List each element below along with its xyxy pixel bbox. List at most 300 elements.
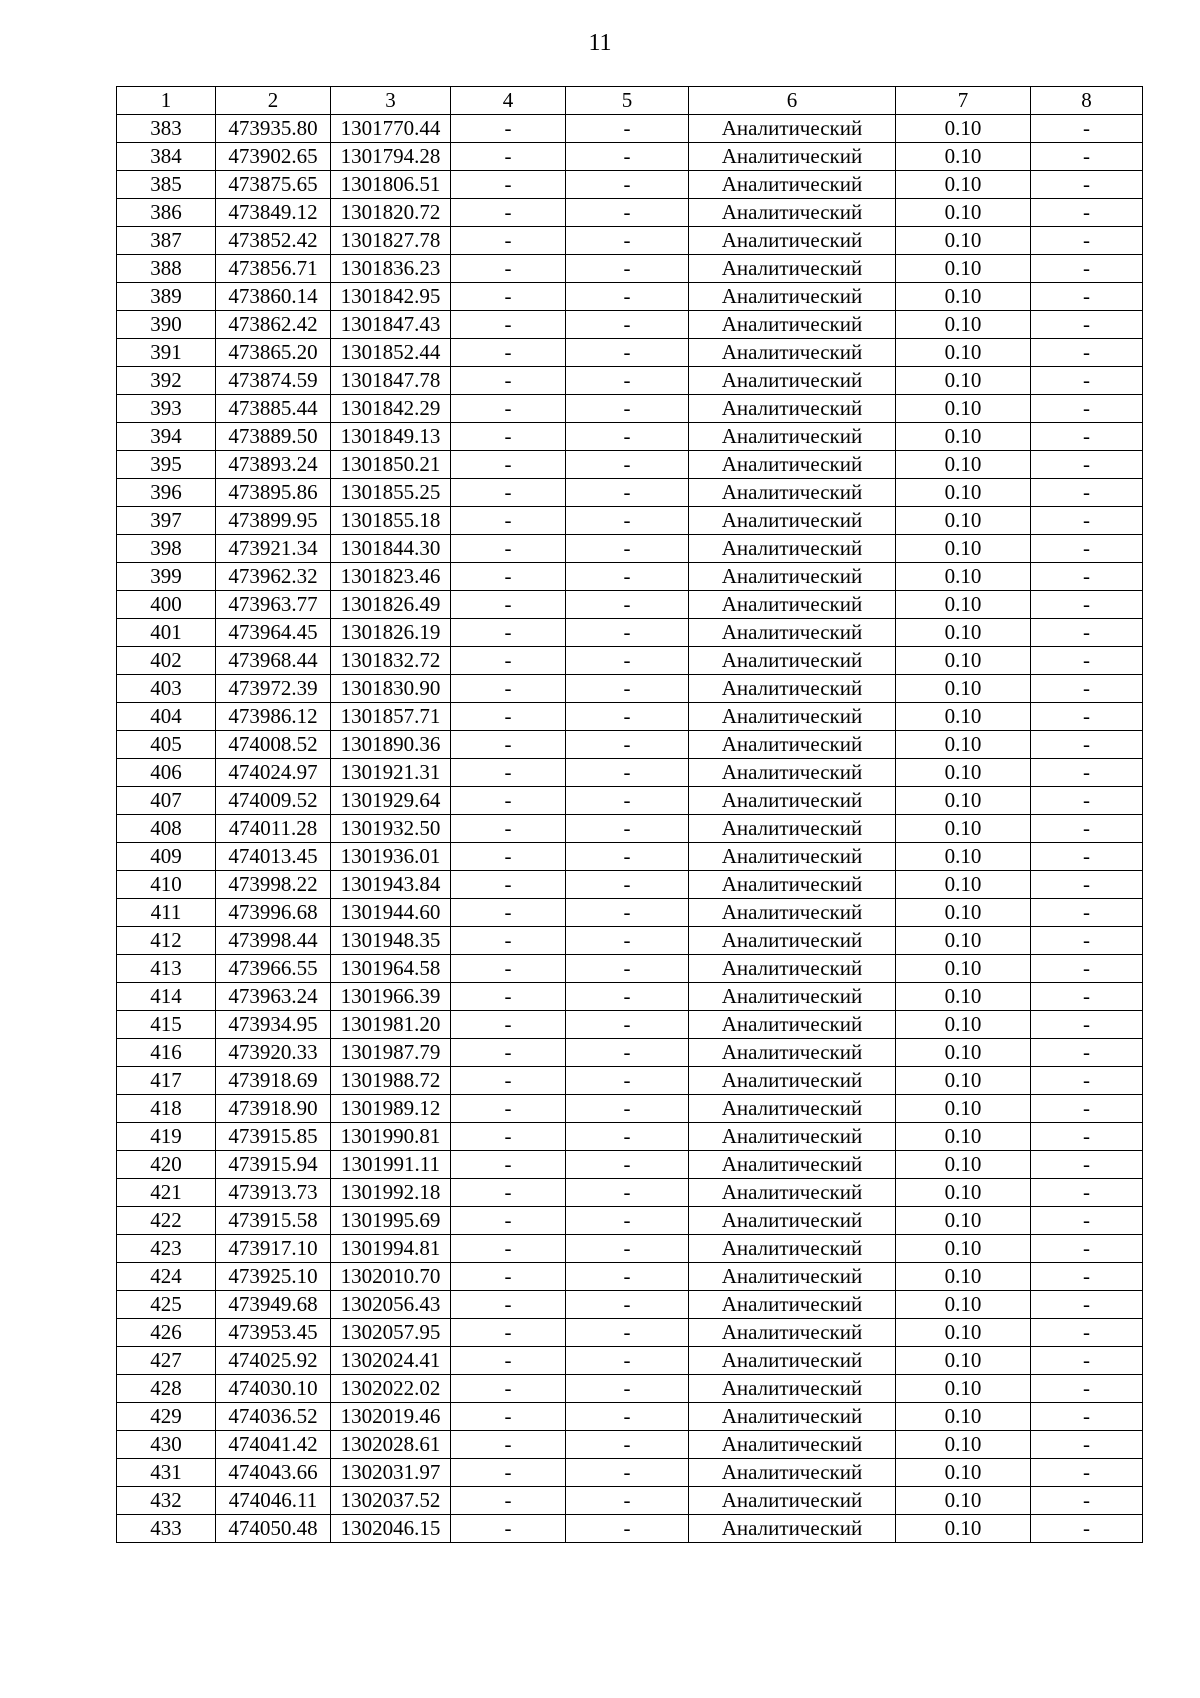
col5-cell: - xyxy=(566,479,689,507)
col8-cell: - xyxy=(1031,1291,1143,1319)
table-row xyxy=(117,1403,1143,1431)
x-coordinate-cell: 473963.24 xyxy=(216,983,331,1011)
point-number-cell: 421 xyxy=(117,1179,216,1207)
method-cell: Аналитический xyxy=(689,1487,896,1515)
accuracy-cell: 0.10 xyxy=(896,1011,1031,1039)
col4-cell: - xyxy=(451,1151,566,1179)
accuracy-cell: 0.10 xyxy=(896,731,1031,759)
y-coordinate-cell: 1301991.11 xyxy=(331,1151,451,1179)
x-coordinate-cell: 473849.12 xyxy=(216,199,331,227)
table-row xyxy=(117,1095,1143,1123)
col4-cell: - xyxy=(451,1039,566,1067)
x-coordinate-cell: 473972.39 xyxy=(216,675,331,703)
col5-cell: - xyxy=(566,1319,689,1347)
x-coordinate-cell: 473962.32 xyxy=(216,563,331,591)
table-row xyxy=(117,1263,1143,1291)
point-number-cell: 392 xyxy=(117,367,216,395)
col4-cell: - xyxy=(451,899,566,927)
col4-cell: - xyxy=(451,563,566,591)
accuracy-cell: 0.10 xyxy=(896,1263,1031,1291)
col8-cell: - xyxy=(1031,1095,1143,1123)
y-coordinate-cell: 1302010.70 xyxy=(331,1263,451,1291)
x-coordinate-cell: 474043.66 xyxy=(216,1459,331,1487)
method-cell: Аналитический xyxy=(689,983,896,1011)
point-number-cell: 415 xyxy=(117,1011,216,1039)
col5-cell: - xyxy=(566,1347,689,1375)
accuracy-cell: 0.10 xyxy=(896,507,1031,535)
method-cell: Аналитический xyxy=(689,311,896,339)
col4-cell: - xyxy=(451,1263,566,1291)
col4-cell: - xyxy=(451,647,566,675)
y-coordinate-cell: 1301832.72 xyxy=(331,647,451,675)
column-header: 3 xyxy=(331,87,451,115)
accuracy-cell: 0.10 xyxy=(896,1347,1031,1375)
col4-cell: - xyxy=(451,311,566,339)
y-coordinate-cell: 1302057.95 xyxy=(331,1319,451,1347)
col8-cell: - xyxy=(1031,1515,1143,1543)
table-row xyxy=(117,1515,1143,1543)
col4-cell: - xyxy=(451,199,566,227)
table-row xyxy=(117,339,1143,367)
col5-cell: - xyxy=(566,283,689,311)
col8-cell: - xyxy=(1031,283,1143,311)
column-header: 1 xyxy=(117,87,216,115)
column-header: 2 xyxy=(216,87,331,115)
table-row xyxy=(117,787,1143,815)
accuracy-cell: 0.10 xyxy=(896,591,1031,619)
col5-cell: - xyxy=(566,171,689,199)
x-coordinate-cell: 473895.86 xyxy=(216,479,331,507)
point-number-cell: 394 xyxy=(117,423,216,451)
col4-cell: - xyxy=(451,1515,566,1543)
table-row xyxy=(117,227,1143,255)
table-row xyxy=(117,171,1143,199)
method-cell: Аналитический xyxy=(689,451,896,479)
table-row xyxy=(117,1375,1143,1403)
accuracy-cell: 0.10 xyxy=(896,395,1031,423)
method-cell: Аналитический xyxy=(689,563,896,591)
y-coordinate-cell: 1301794.28 xyxy=(331,143,451,171)
y-coordinate-cell: 1301850.21 xyxy=(331,451,451,479)
table-row xyxy=(117,759,1143,787)
method-cell: Аналитический xyxy=(689,1291,896,1319)
col8-cell: - xyxy=(1031,507,1143,535)
col4-cell: - xyxy=(451,759,566,787)
page-number: 11 xyxy=(588,30,612,56)
method-cell: Аналитический xyxy=(689,423,896,451)
col8-cell: - xyxy=(1031,1039,1143,1067)
col8-cell: - xyxy=(1031,1011,1143,1039)
col4-cell: - xyxy=(451,367,566,395)
y-coordinate-cell: 1301770.44 xyxy=(331,115,451,143)
table-row xyxy=(117,871,1143,899)
x-coordinate-cell: 473968.44 xyxy=(216,647,331,675)
col8-cell: - xyxy=(1031,759,1143,787)
y-coordinate-cell: 1302046.15 xyxy=(331,1515,451,1543)
accuracy-cell: 0.10 xyxy=(896,1207,1031,1235)
point-number-cell: 431 xyxy=(117,1459,216,1487)
method-cell: Аналитический xyxy=(689,619,896,647)
point-number-cell: 416 xyxy=(117,1039,216,1067)
y-coordinate-cell: 1301921.31 xyxy=(331,759,451,787)
point-number-cell: 384 xyxy=(117,143,216,171)
col5-cell: - xyxy=(566,647,689,675)
y-coordinate-cell: 1302037.52 xyxy=(331,1487,451,1515)
point-number-cell: 432 xyxy=(117,1487,216,1515)
table-row xyxy=(117,115,1143,143)
col5-cell: - xyxy=(566,1039,689,1067)
method-cell: Аналитический xyxy=(689,927,896,955)
y-coordinate-cell: 1301981.20 xyxy=(331,1011,451,1039)
col4-cell: - xyxy=(451,227,566,255)
accuracy-cell: 0.10 xyxy=(896,1123,1031,1151)
accuracy-cell: 0.10 xyxy=(896,1403,1031,1431)
col8-cell: - xyxy=(1031,227,1143,255)
point-number-cell: 410 xyxy=(117,871,216,899)
col5-cell: - xyxy=(566,1011,689,1039)
col8-cell: - xyxy=(1031,871,1143,899)
y-coordinate-cell: 1301857.71 xyxy=(331,703,451,731)
col5-cell: - xyxy=(566,1207,689,1235)
accuracy-cell: 0.10 xyxy=(896,675,1031,703)
point-number-cell: 401 xyxy=(117,619,216,647)
point-number-cell: 406 xyxy=(117,759,216,787)
accuracy-cell: 0.10 xyxy=(896,927,1031,955)
x-coordinate-cell: 473966.55 xyxy=(216,955,331,983)
col5-cell: - xyxy=(566,955,689,983)
col8-cell: - xyxy=(1031,451,1143,479)
y-coordinate-cell: 1301890.36 xyxy=(331,731,451,759)
method-cell: Аналитический xyxy=(689,787,896,815)
method-cell: Аналитический xyxy=(689,1431,896,1459)
x-coordinate-cell: 473913.73 xyxy=(216,1179,331,1207)
col5-cell: - xyxy=(566,871,689,899)
method-cell: Аналитический xyxy=(689,479,896,507)
col8-cell: - xyxy=(1031,143,1143,171)
table-row xyxy=(117,1039,1143,1067)
accuracy-cell: 0.10 xyxy=(896,339,1031,367)
point-number-cell: 413 xyxy=(117,955,216,983)
table-row xyxy=(117,1235,1143,1263)
point-number-cell: 402 xyxy=(117,647,216,675)
col4-cell: - xyxy=(451,1095,566,1123)
method-cell: Аналитический xyxy=(689,1207,896,1235)
method-cell: Аналитический xyxy=(689,535,896,563)
method-cell: Аналитический xyxy=(689,1095,896,1123)
accuracy-cell: 0.10 xyxy=(896,479,1031,507)
col5-cell: - xyxy=(566,115,689,143)
y-coordinate-cell: 1301830.90 xyxy=(331,675,451,703)
point-number-cell: 422 xyxy=(117,1207,216,1235)
accuracy-cell: 0.10 xyxy=(896,563,1031,591)
point-number-cell: 433 xyxy=(117,1515,216,1543)
method-cell: Аналитический xyxy=(689,843,896,871)
method-cell: Аналитический xyxy=(689,1067,896,1095)
accuracy-cell: 0.10 xyxy=(896,367,1031,395)
col8-cell: - xyxy=(1031,1207,1143,1235)
x-coordinate-cell: 473885.44 xyxy=(216,395,331,423)
table-row xyxy=(117,1431,1143,1459)
y-coordinate-cell: 1302028.61 xyxy=(331,1431,451,1459)
method-cell: Аналитический xyxy=(689,703,896,731)
col5-cell: - xyxy=(566,591,689,619)
col4-cell: - xyxy=(451,983,566,1011)
y-coordinate-cell: 1301929.64 xyxy=(331,787,451,815)
method-cell: Аналитический xyxy=(689,1011,896,1039)
y-coordinate-cell: 1301989.12 xyxy=(331,1095,451,1123)
col8-cell: - xyxy=(1031,1123,1143,1151)
col5-cell: - xyxy=(566,1235,689,1263)
x-coordinate-cell: 473915.85 xyxy=(216,1123,331,1151)
col5-cell: - xyxy=(566,1123,689,1151)
col5-cell: - xyxy=(566,143,689,171)
method-cell: Аналитический xyxy=(689,871,896,899)
accuracy-cell: 0.10 xyxy=(896,1179,1031,1207)
column-header: 7 xyxy=(896,87,1031,115)
col8-cell: - xyxy=(1031,1459,1143,1487)
point-number-cell: 411 xyxy=(117,899,216,927)
table-row xyxy=(117,1067,1143,1095)
col8-cell: - xyxy=(1031,1375,1143,1403)
col4-cell: - xyxy=(451,1431,566,1459)
method-cell: Аналитический xyxy=(689,1347,896,1375)
accuracy-cell: 0.10 xyxy=(896,815,1031,843)
y-coordinate-cell: 1301855.18 xyxy=(331,507,451,535)
y-coordinate-cell: 1301932.50 xyxy=(331,815,451,843)
col4-cell: - xyxy=(451,955,566,983)
col8-cell: - xyxy=(1031,591,1143,619)
accuracy-cell: 0.10 xyxy=(896,1431,1031,1459)
col8-cell: - xyxy=(1031,815,1143,843)
col4-cell: - xyxy=(451,1319,566,1347)
table-row xyxy=(117,1151,1143,1179)
col4-cell: - xyxy=(451,143,566,171)
y-coordinate-cell: 1301849.13 xyxy=(331,423,451,451)
col4-cell: - xyxy=(451,731,566,759)
x-coordinate-cell: 473899.95 xyxy=(216,507,331,535)
x-coordinate-cell: 473964.45 xyxy=(216,619,331,647)
table-row xyxy=(117,143,1143,171)
y-coordinate-cell: 1301964.58 xyxy=(331,955,451,983)
method-cell: Аналитический xyxy=(689,367,896,395)
method-cell: Аналитический xyxy=(689,1151,896,1179)
y-coordinate-cell: 1301990.81 xyxy=(331,1123,451,1151)
table-row xyxy=(117,815,1143,843)
point-number-cell: 385 xyxy=(117,171,216,199)
accuracy-cell: 0.10 xyxy=(896,171,1031,199)
col5-cell: - xyxy=(566,759,689,787)
y-coordinate-cell: 1301994.81 xyxy=(331,1235,451,1263)
table-row xyxy=(117,1179,1143,1207)
col5-cell: - xyxy=(566,1515,689,1543)
x-coordinate-cell: 473963.77 xyxy=(216,591,331,619)
col5-cell: - xyxy=(566,619,689,647)
y-coordinate-cell: 1301820.72 xyxy=(331,199,451,227)
col4-cell: - xyxy=(451,479,566,507)
y-coordinate-cell: 1301992.18 xyxy=(331,1179,451,1207)
accuracy-cell: 0.10 xyxy=(896,647,1031,675)
point-number-cell: 429 xyxy=(117,1403,216,1431)
x-coordinate-cell: 473935.80 xyxy=(216,115,331,143)
col8-cell: - xyxy=(1031,115,1143,143)
col8-cell: - xyxy=(1031,563,1143,591)
table-row xyxy=(117,955,1143,983)
accuracy-cell: 0.10 xyxy=(896,115,1031,143)
y-coordinate-cell: 1301944.60 xyxy=(331,899,451,927)
point-number-cell: 423 xyxy=(117,1235,216,1263)
method-cell: Аналитический xyxy=(689,1039,896,1067)
col5-cell: - xyxy=(566,339,689,367)
y-coordinate-cell: 1301966.39 xyxy=(331,983,451,1011)
y-coordinate-cell: 1301842.29 xyxy=(331,395,451,423)
col8-cell: - xyxy=(1031,171,1143,199)
x-coordinate-cell: 473860.14 xyxy=(216,283,331,311)
accuracy-cell: 0.10 xyxy=(896,199,1031,227)
col4-cell: - xyxy=(451,1207,566,1235)
col5-cell: - xyxy=(566,1179,689,1207)
method-cell: Аналитический xyxy=(689,1459,896,1487)
x-coordinate-cell: 473889.50 xyxy=(216,423,331,451)
y-coordinate-cell: 1301988.72 xyxy=(331,1067,451,1095)
col5-cell: - xyxy=(566,395,689,423)
table-row xyxy=(117,731,1143,759)
table-row xyxy=(117,563,1143,591)
y-coordinate-cell: 1302019.46 xyxy=(331,1403,451,1431)
col8-cell: - xyxy=(1031,1403,1143,1431)
table-row xyxy=(117,899,1143,927)
col4-cell: - xyxy=(451,1179,566,1207)
col8-cell: - xyxy=(1031,1263,1143,1291)
y-coordinate-cell: 1301987.79 xyxy=(331,1039,451,1067)
col4-cell: - xyxy=(451,1403,566,1431)
col4-cell: - xyxy=(451,591,566,619)
x-coordinate-cell: 473865.20 xyxy=(216,339,331,367)
method-cell: Аналитический xyxy=(689,1403,896,1431)
accuracy-cell: 0.10 xyxy=(896,423,1031,451)
y-coordinate-cell: 1302022.02 xyxy=(331,1375,451,1403)
col5-cell: - xyxy=(566,1067,689,1095)
table-row xyxy=(117,983,1143,1011)
point-number-cell: 405 xyxy=(117,731,216,759)
col8-cell: - xyxy=(1031,703,1143,731)
point-number-cell: 398 xyxy=(117,535,216,563)
col5-cell: - xyxy=(566,675,689,703)
col8-cell: - xyxy=(1031,955,1143,983)
accuracy-cell: 0.10 xyxy=(896,1291,1031,1319)
method-cell: Аналитический xyxy=(689,899,896,927)
table-row xyxy=(117,255,1143,283)
x-coordinate-cell: 473925.10 xyxy=(216,1263,331,1291)
x-coordinate-cell: 473986.12 xyxy=(216,703,331,731)
col4-cell: - xyxy=(451,451,566,479)
method-cell: Аналитический xyxy=(689,227,896,255)
point-number-cell: 390 xyxy=(117,311,216,339)
table-row xyxy=(117,507,1143,535)
method-cell: Аналитический xyxy=(689,815,896,843)
col4-cell: - xyxy=(451,1487,566,1515)
col4-cell: - xyxy=(451,339,566,367)
table-row xyxy=(117,479,1143,507)
col5-cell: - xyxy=(566,311,689,339)
point-number-cell: 395 xyxy=(117,451,216,479)
col5-cell: - xyxy=(566,1431,689,1459)
x-coordinate-cell: 474041.42 xyxy=(216,1431,331,1459)
x-coordinate-cell: 473862.42 xyxy=(216,311,331,339)
accuracy-cell: 0.10 xyxy=(896,451,1031,479)
col4-cell: - xyxy=(451,1235,566,1263)
x-coordinate-cell: 474046.11 xyxy=(216,1487,331,1515)
table-row xyxy=(117,1207,1143,1235)
point-number-cell: 430 xyxy=(117,1431,216,1459)
accuracy-cell: 0.10 xyxy=(896,1487,1031,1515)
table-row xyxy=(117,1291,1143,1319)
col4-cell: - xyxy=(451,1067,566,1095)
col8-cell: - xyxy=(1031,1431,1143,1459)
method-cell: Аналитический xyxy=(689,339,896,367)
x-coordinate-cell: 473856.71 xyxy=(216,255,331,283)
y-coordinate-cell: 1301836.23 xyxy=(331,255,451,283)
accuracy-cell: 0.10 xyxy=(896,619,1031,647)
col4-cell: - xyxy=(451,815,566,843)
col5-cell: - xyxy=(566,1487,689,1515)
x-coordinate-cell: 474009.52 xyxy=(216,787,331,815)
table-row xyxy=(117,591,1143,619)
method-cell: Аналитический xyxy=(689,647,896,675)
col8-cell: - xyxy=(1031,1067,1143,1095)
table-row xyxy=(117,451,1143,479)
table-row xyxy=(117,1011,1143,1039)
col8-cell: - xyxy=(1031,899,1143,927)
col5-cell: - xyxy=(566,227,689,255)
method-cell: Аналитический xyxy=(689,955,896,983)
method-cell: Аналитический xyxy=(689,591,896,619)
accuracy-cell: 0.10 xyxy=(896,535,1031,563)
col4-cell: - xyxy=(451,675,566,703)
col4-cell: - xyxy=(451,1459,566,1487)
col5-cell: - xyxy=(566,703,689,731)
point-number-cell: 397 xyxy=(117,507,216,535)
method-cell: Аналитический xyxy=(689,1235,896,1263)
y-coordinate-cell: 1301844.30 xyxy=(331,535,451,563)
method-cell: Аналитический xyxy=(689,507,896,535)
point-number-cell: 428 xyxy=(117,1375,216,1403)
table-row xyxy=(117,703,1143,731)
col5-cell: - xyxy=(566,199,689,227)
method-cell: Аналитический xyxy=(689,1179,896,1207)
col8-cell: - xyxy=(1031,535,1143,563)
y-coordinate-cell: 1301826.49 xyxy=(331,591,451,619)
table-row xyxy=(117,1319,1143,1347)
y-coordinate-cell: 1301823.46 xyxy=(331,563,451,591)
table-row xyxy=(117,311,1143,339)
y-coordinate-cell: 1301943.84 xyxy=(331,871,451,899)
point-number-cell: 386 xyxy=(117,199,216,227)
col5-cell: - xyxy=(566,1151,689,1179)
x-coordinate-cell: 473998.44 xyxy=(216,927,331,955)
method-cell: Аналитический xyxy=(689,1515,896,1543)
point-number-cell: 393 xyxy=(117,395,216,423)
col5-cell: - xyxy=(566,563,689,591)
accuracy-cell: 0.10 xyxy=(896,1375,1031,1403)
column-header: 6 xyxy=(689,87,896,115)
method-cell: Аналитический xyxy=(689,395,896,423)
table-row xyxy=(117,927,1143,955)
col5-cell: - xyxy=(566,451,689,479)
accuracy-cell: 0.10 xyxy=(896,1095,1031,1123)
x-coordinate-cell: 474030.10 xyxy=(216,1375,331,1403)
table-header-row xyxy=(117,87,1143,115)
col8-cell: - xyxy=(1031,1487,1143,1515)
